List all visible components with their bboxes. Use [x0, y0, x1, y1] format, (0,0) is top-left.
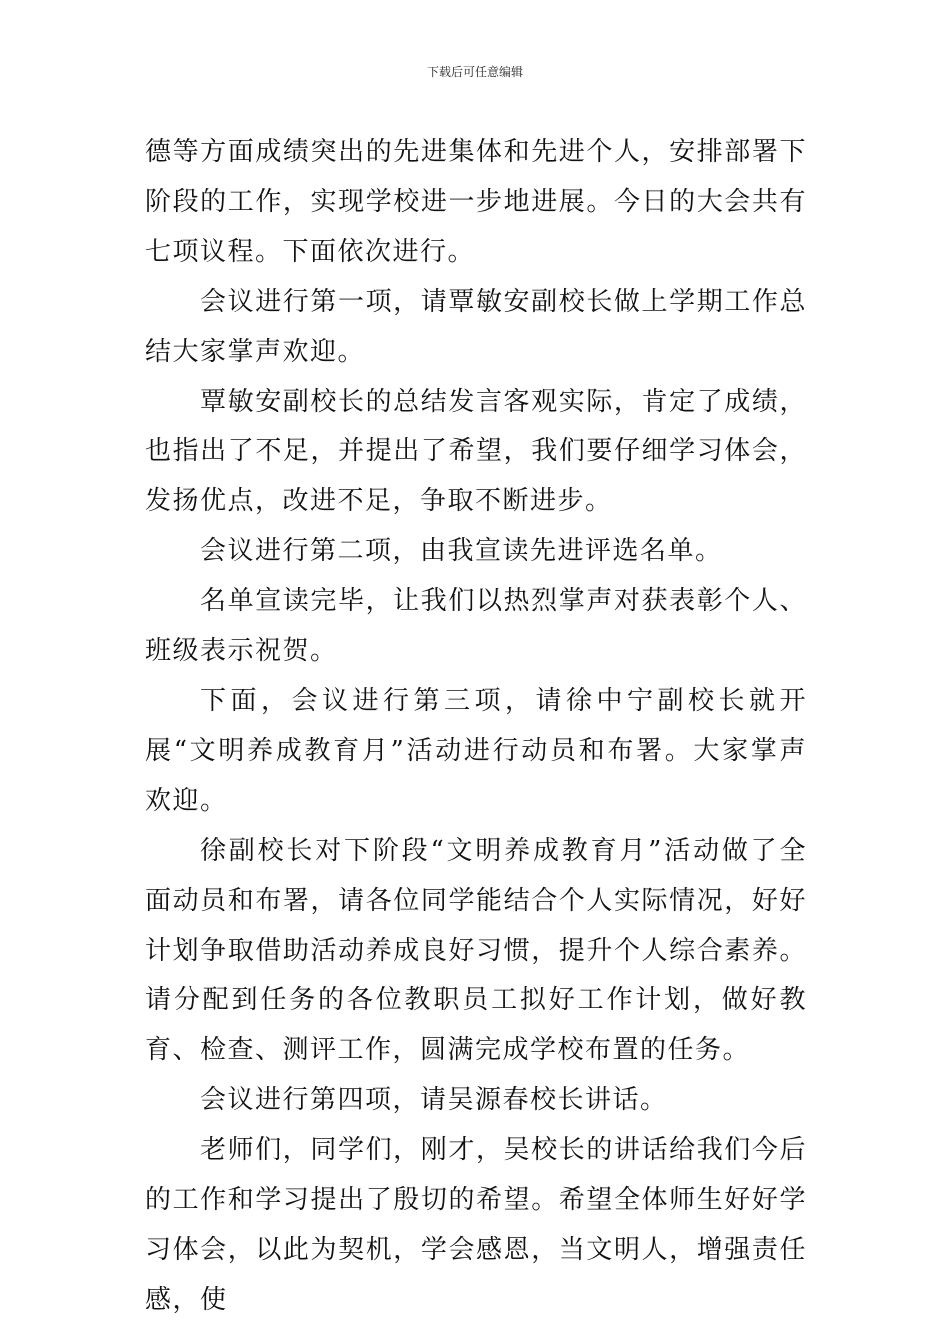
paragraph: 名单宣读完毕，让我们以热烈掌声对获表彰个人、班级表示祝贺。: [145, 586, 807, 667]
paragraph: 会议进行第二项，由我宣读先进评选名单。: [200, 536, 723, 567]
document-body: [145, 128, 807, 1326]
paragraph: 覃敏安副校长的总结发言客观实际，肯定了成绩，也指出了不足，并提出了希望，我们要仔细学习体会，发扬优点，改进不足，争取不断进步。: [145, 386, 807, 517]
paragraph: 会议进行第一项，请覃敏安副校长做上学期工作总结大家掌声欢迎。: [145, 286, 807, 367]
paragraph: 老师们，同学们，刚才，吴校长的讲话给我们今后的工作和学习提出了殷切的希望。希望全体师生好好学习体会，以此为契机，学会感恩，当文明人，增强责任感，使: [145, 1135, 807, 1315]
page-header: 下载后可任意编辑: [426, 65, 523, 79]
paragraph: 徐副校长对下阶段“文明养成教育月”活动做了全面动员和布署，请各位同学能结合个人实际情况，好好计划争取借助活动养成良好习惯，提升个人综合素养。请分配到任务的各位教职员工拟好工作计划，做好教育、检查、测评工作，圆满完成学校布置的任务。: [145, 835, 807, 1066]
paragraph: 德等方面成绩突出的先进集体和先进个人，安排部署下阶段的工作，实现学校进一步地进展。今日的大会共有七项议程。下面依次进行。: [145, 137, 807, 267]
paragraph: 会议进行第四项，请吴源春校长讲话。: [200, 1085, 668, 1116]
paragraph: 下面，会议进行第三项，请徐中宁副校长就开展“文明养成教育月”活动进行动员和布署。大家掌声欢迎。: [145, 685, 807, 816]
